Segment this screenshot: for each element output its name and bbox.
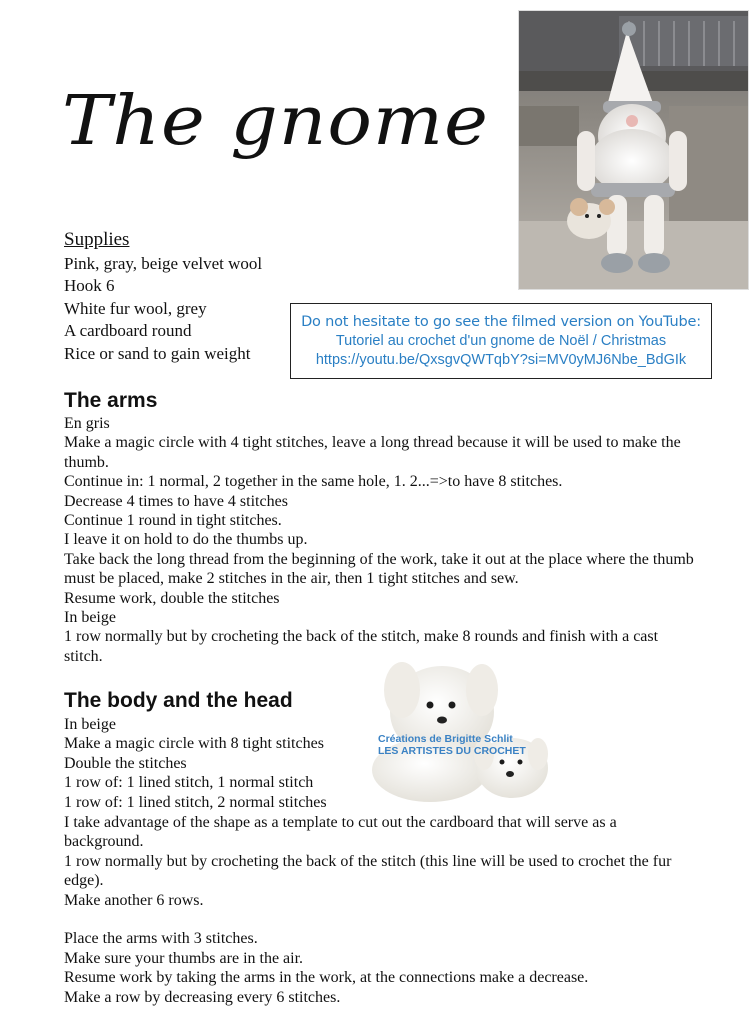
- instruction-line: 1 row of: 1 lined stitch, 1 normal stitch: [64, 774, 314, 792]
- instruction-line: Make a magic circle with 8 tight stitches: [64, 735, 324, 753]
- youtube-callout-box: [290, 303, 712, 379]
- instruction-line: Resume work by taking the arms in the work, at the connections make a decrease.: [64, 969, 589, 987]
- instruction-line: Continue 1 round in tight stitches.: [64, 512, 282, 530]
- body-instructions-top: [64, 715, 364, 812]
- supplies-item: Hook 6: [64, 276, 115, 295]
- instruction-line: 1 row normally but by crocheting the back of the stitch, make 8 rounds and finish with a cast stitch.: [64, 628, 659, 665]
- youtube-callout-text: Do not hesitate to go see the filmed version on YouTube:: [301, 314, 701, 330]
- caption-line: Créations de Brigitte Schlit: [378, 733, 513, 745]
- instruction-line: Resume work, double the stitches: [64, 589, 280, 607]
- youtube-link[interactable]: https://youtu.be/QxsgvQWTqbY?si=MV0yMJ6Nbe_BdGIk: [315, 352, 687, 368]
- instruction-line: I leave it on hold to do the thumbs up.: [64, 531, 308, 549]
- supplies-item: Pink, gray, beige velvet wool: [64, 253, 263, 273]
- instruction-line: Take back the long thread from the beginning of the work, take it out at the place where the thumb must be placed, make 2 stitches in the air, then 1 tight stitches and sew.: [64, 550, 694, 588]
- supplies-item: A cardboard round: [64, 321, 192, 340]
- instruction-line: En gris: [64, 415, 110, 432]
- instruction-line: 1 row of: 1 lined stitch, 2 normal stitches: [64, 793, 327, 811]
- instruction-line: I take advantage of the shape as a template to cut out the cardboard that will serve as a background.: [64, 814, 617, 851]
- supplies-heading: Supplies: [64, 229, 130, 250]
- dog-photo: [372, 650, 552, 810]
- instruction-line: Make a magic circle with 4 tight stitches, leave a long thread because it will be used to make the thumb.: [64, 434, 681, 471]
- body-heading: The body and the head: [64, 689, 293, 712]
- instruction-line: In beige: [64, 609, 116, 627]
- instruction-line: Continue in: 1 normal, 2 together in the same hole, 1. 2...=>to have 8 stitches.: [64, 473, 563, 491]
- caption-line: LES ARTISTES DU CROCHET: [378, 745, 526, 757]
- youtube-video-title: Tutoriel au crochet d'un gnome de Noël / Christmas: [335, 333, 667, 349]
- instruction-line: In beige: [64, 716, 116, 733]
- instruction-line: Place the arms with 3 stitches.: [64, 930, 258, 948]
- body-instructions-bottom: [64, 813, 694, 1007]
- supplies-item: White fur wool, grey: [64, 298, 207, 318]
- arms-heading: The arms: [64, 389, 158, 412]
- instruction-line: Decrease 4 times to have 4 stitches: [64, 492, 288, 510]
- instruction-line: Make a row by decreasing every 6 stitches.: [64, 988, 341, 1006]
- supplies-item: Rice or sand to gain weight: [64, 343, 251, 363]
- instruction-line: Make sure your thumbs are in the air.: [64, 949, 304, 967]
- paragraph-gap: [64, 910, 694, 929]
- supplies-section: [64, 229, 294, 365]
- page-title: The gnome: [62, 81, 489, 161]
- instruction-line: 1 row normally but by crocheting the back of the stitch (this line will be used to crochet the fur edge).: [64, 852, 672, 890]
- instruction-line: Double the stitches: [64, 754, 187, 772]
- arms-instructions: [64, 414, 694, 666]
- instruction-line: Make another 6 rows.: [64, 891, 204, 909]
- gnome-photo: [518, 10, 749, 290]
- dog-photo-caption: [378, 733, 558, 757]
